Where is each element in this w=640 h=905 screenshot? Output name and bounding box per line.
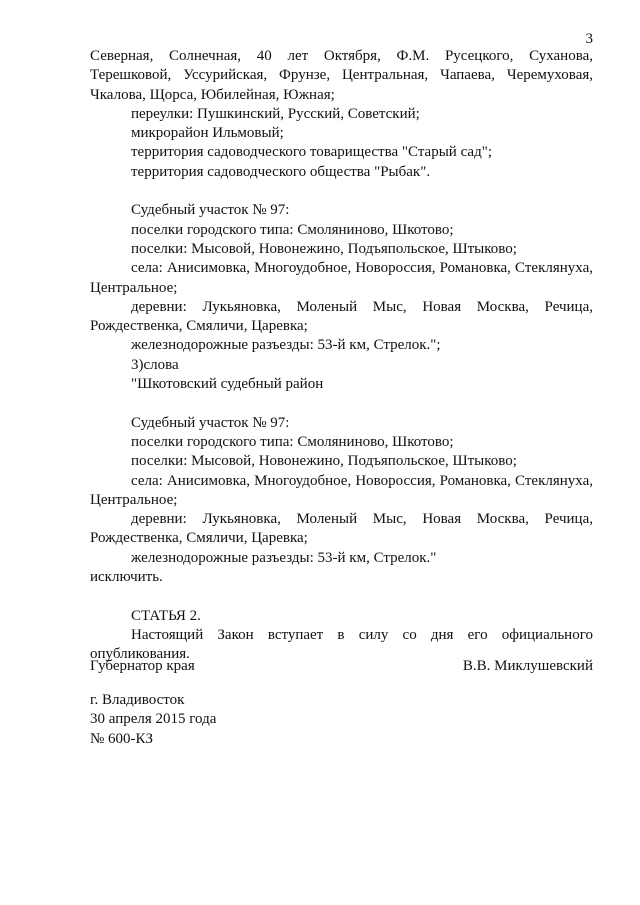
- text-line: Чкалова, Щорса, Юбилейная, Южная;: [90, 86, 335, 103]
- text-line: Судебный участок № 97:: [131, 202, 290, 219]
- text-line: села: Анисимовка, Многоудобное, Новороссия, Романовка, Стеклянуха,: [131, 472, 593, 489]
- blank-line: [90, 394, 593, 413]
- text-line: 3)слова: [131, 356, 179, 373]
- text-line: исключить.: [90, 569, 163, 586]
- text-line: территория садоводческого общества "Рыбак".: [131, 163, 431, 180]
- blank-line: [90, 587, 593, 606]
- text-line: территория садоводческого товарищества "Старый сад";: [131, 144, 492, 161]
- text-line: Настоящий Закон вступает в силу со дня его официального: [131, 626, 593, 643]
- text-line: Центральное;: [90, 279, 178, 296]
- footer-city: г. Владивосток: [90, 692, 185, 708]
- footer-number: № 600-КЗ: [90, 730, 154, 747]
- text-line: Рождественка, Смяличи, Царевка;: [90, 530, 308, 547]
- signature-block: [90, 657, 593, 676]
- text-line: поселки: Мысовой, Новонежино, Подъяпольское, Штыково;: [131, 240, 517, 257]
- page-number: 3: [585, 31, 593, 47]
- text-line: села: Анисимовка, Многоудобное, Новороссия, Романовка, Стеклянуха,: [131, 260, 593, 277]
- document-footer: [90, 691, 216, 749]
- text-line: железнодорожные разъезды: 53-й км, Стрелок.": [131, 549, 437, 566]
- signatory-name: В.В. Миклушевский: [462, 658, 593, 674]
- text-line: поселки городского типа: Смоляниново, Шкотово;: [131, 433, 454, 450]
- signatory-position: Губернатор края: [90, 658, 195, 674]
- blank-line: [90, 182, 593, 201]
- document-body: [90, 47, 593, 665]
- text-line: опубликования.: [90, 646, 190, 663]
- text-line: СТАТЬЯ 2.: [131, 607, 201, 624]
- text-line: деревни: Лукьяновка, Моленый Мыс, Новая Москва, Речица,: [131, 298, 593, 315]
- text-line: Северная, Солнечная, 40 лет Октября, Ф.М. Русецкого, Суханова,: [90, 48, 593, 64]
- text-line: поселки городского типа: Смоляниново, Шкотово;: [131, 221, 454, 238]
- text-line: Терешковой, Уссурийская, Фрунзе, Центральная, Чапаева, Черемуховая,: [90, 67, 593, 84]
- text-line: Судебный участок № 97:: [131, 414, 290, 431]
- text-line: деревни: Лукьяновка, Моленый Мыс, Новая Москва, Речица,: [131, 511, 593, 528]
- footer-date: 30 апреля 2015 года: [90, 711, 217, 728]
- text-line: поселки: Мысовой, Новонежино, Подъяпольское, Штыково;: [131, 453, 517, 470]
- text-line: железнодорожные разъезды: 53-й км, Стрелок.";: [131, 337, 441, 354]
- text-line: переулки: Пушкинский, Русский, Советский;: [131, 105, 420, 122]
- text-line: Рождественка, Смяличи, Царевка;: [90, 318, 308, 335]
- text-line: "Шкотовский судебный район: [131, 376, 324, 393]
- text-line: микрорайон Ильмовый;: [131, 125, 284, 142]
- text-line: Центральное;: [90, 491, 178, 508]
